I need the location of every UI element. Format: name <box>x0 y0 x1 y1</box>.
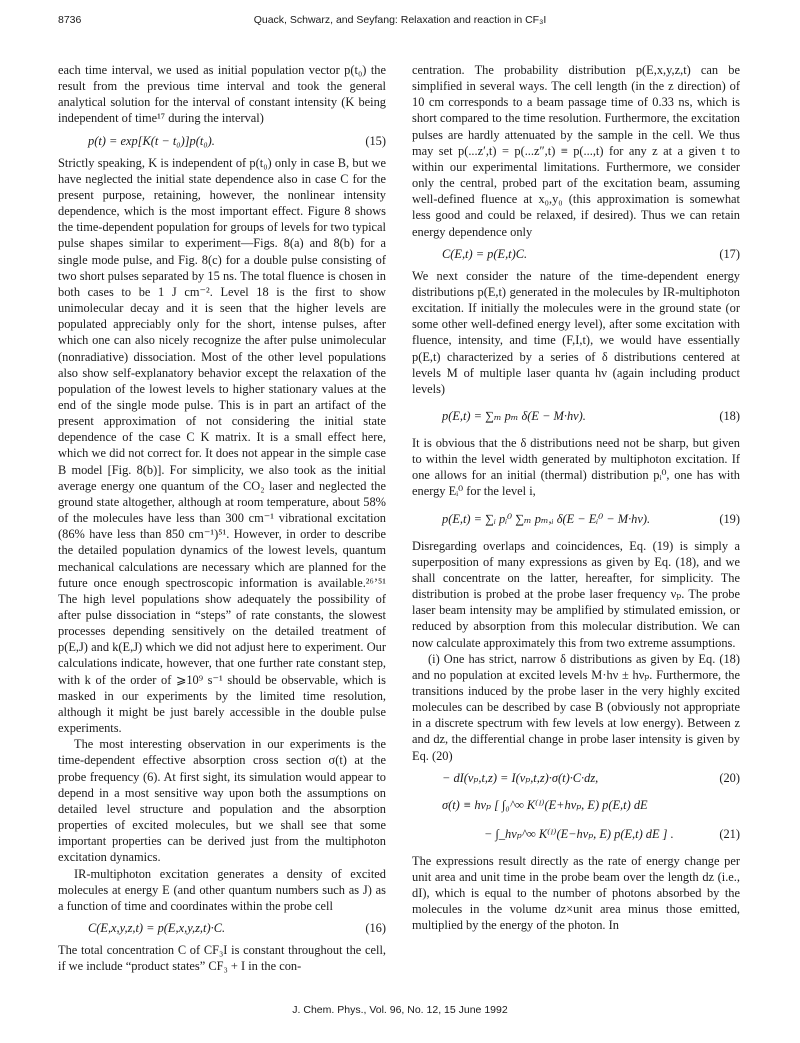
equation-number: (17) <box>719 246 740 261</box>
equation-number: (15) <box>365 133 386 148</box>
paragraph: each time interval, we used as initial population vector p(t₀) the result from the previous time interval and took the general analytical solution for the interval of constant intensity (K being independent of time¹⁷ during the interval) <box>58 63 386 126</box>
paragraph: The expressions result directly as the rate of energy change per unit area and unit time in the probe beam over the length dz (i.e., dI), which is equal to the number of photons absorbed by the molecules in the volume dz×unit area minus those emitted, multiplied by the energy of the photon. In <box>412 853 740 933</box>
equation-17 <box>412 243 740 265</box>
paragraph: It is obvious that the δ distributions need not be sharp, but given to within the level width generated by multiphoton excitation. If one allows for an initial (thermal) distribution pᵢ⁰, one has with energy Eᵢ⁰ for the level i, <box>412 435 740 499</box>
page-number: 8736 <box>58 14 82 26</box>
paragraph: centration. The probability distribution p(E,x,y,z,t) can be simplified in several ways. The cell length (in the z direction) of 10 cm corresponds to a beam passage time of 0.33 ns, which is short compared to the time resolution. Furthermore, the excitation pulses are hardly attenuated by the sample in the cell. We thus may set p(...z′,t) = p(...z″,t) ≡ p(...,t) for any z at a given t to within our experimental limitations. Furthermore, we consider only the central, probed part of the excitation beam, assuming well-defined fluence at x₀,y₀ (this approximation is somewhat less good and could be relaxed, if desired). Thus we can retain energy dependence only <box>412 63 740 239</box>
paragraph: (i) One has strict, narrow δ distributions as given by Eq. (18) and no population at excited levels M·hν ± hνₚ. Furthermore, the transitions induced by the probe laser in the very highly excited molecules can be described by case B (obviously not appropriate in a discrete spectrum with few levels at low energy). Between z and dz, the differential change in probe laser intensity is given by Eq. (20) <box>412 651 740 763</box>
equation-body: − dI(νₚ,t,z) = I(νₚ,t,z)·σ(t)·C·dz, <box>442 770 599 785</box>
equation-body: p(E,t) = ∑ₘ pₘ δ(E − M·hν). <box>442 408 586 423</box>
equation-18 <box>412 401 740 431</box>
paragraph: Strictly speaking, K is independent of p(t₀) only in case B, but we have neglected the initial state dependence also in case C for the present purpose, retaining, however, the nonlinear intensity dependence, which is the most important effect. Figure 8 shows the time-dependent population for groups of levels for two typical pulse shapes similar to experiment—Figs. 8(a) and 8(b) for a single mode pulse, and Fig. 8(c) for a double pulse consisting of two short pulses separated by 15 ns. The total fluence is chosen in both cases to be 1 J cm⁻². Level 18 is the first to show unimolecular decay and it is seen that the higher levels are populated appreciably only for the short, intense pulses, after which one can also nicely recognize the after pulse unimolecular (nonradiative) dissociation. Most of the other level populations also show self-explanatory behavior except the relaxation of the population of the lowest levels to higher stationary values at the end of the single mode pulse. This is in part an artifact of the present approximation of not considering the initial state dependence of the case C K matrix. It is a small effect here, which we did not correct for. It does not appear in the simple case B model [Fig. 8(b)]. For simplicity, we also took as the initial average energy one quantum of the CO₂ laser and neglected the ground state altogether, although at room temperature, about 58% of the molecules have less than 300 cm⁻¹ vibrational excitation (86% have less than 850 cm⁻¹)⁵¹. However, in order to describe the detailed population dynamics of the lowest levels, quantum mechanical calculations are necessary which are planned for the future once enough spectroscopic information is available.²⁶ʼ⁵¹ The high level populations show adequately the possibility of after pulse dissociation in “steps” of rate constants, the slowest processes depending sensitively on the detailed treatment of p(E,J) and k(E,J) which we did not adjust here to experiment. Our calculations indicate, however, that one further rate constant step, with k of the order of ⩾10⁹ s⁻¹ should be observable, which is masked in our experiments by the limited time resolution, although it might be just barely accessible in the double pulse experiments. <box>58 155 386 736</box>
equation-number: (20) <box>719 770 740 785</box>
equation-body: C(E,t) = p(E,t)C. <box>442 246 528 261</box>
equation-19 <box>412 504 740 534</box>
equation-body: − ∫_hνₚ^∞ K⁽ᴵ⁾(E−hνₚ, E) p(E,t) dE ] . <box>484 826 674 841</box>
running-title: Quack, Schwarz, and Seyfang: Relaxation and reaction in CF₃I <box>253 14 547 26</box>
equation-number: (21) <box>719 826 740 841</box>
equation-body: p(E,t) = ∑ᵢ pᵢ⁰ ∑ₘ pₘ,ᵢ δ(E − Eᵢ⁰ − M·hν). <box>442 511 651 526</box>
paragraph: Disregarding overlaps and coincidences, Eq. (19) is simply a superposition of many expressions as given by Eq. (18), and we shall concentrate on the latter, hereafter, for simplicity. The distribution is probed at the probe laser frequency νₚ. The probe laser beam intensity may be amplified by stimulated emission, or reduced by absorption from this molecular distribution. We can now calculate approximately this from two extreme assumptions. <box>412 538 740 650</box>
equation-21-line-2 <box>412 821 740 847</box>
equation-15 <box>58 130 386 152</box>
equation-body: σ(t) ≡ hνₚ [ ∫₀^∞ K⁽ᴵ⁾(E+hνₚ, E) p(E,t) dE <box>442 797 648 812</box>
equation-body: C(E,x,y,z,t) = p(E,x,y,z,t)·C. <box>88 920 226 935</box>
right-column <box>412 62 740 934</box>
equation-number: (19) <box>719 511 740 526</box>
journal-citation-footer: J. Chem. Phys., Vol. 96, No. 12, 15 June 1992 <box>292 1004 508 1016</box>
equation-number: (18) <box>719 408 740 423</box>
paragraph: IR-multiphoton excitation generates a density of excited molecules at energy E (and other quantum numbers such as J) as a function of time and coordinates within the probe cell <box>58 866 386 913</box>
left-column <box>58 62 386 974</box>
paragraph: We next consider the nature of the time-dependent energy distributions p(E,t) generated in the molecules by IR-multiphoton excitation. If initially the molecules were in the ground state (or some other well-defined energy level), after some excitation with fluence, intensity, and time (F,I,t), we would have essentially p(E,t) characterized by a series of δ distributions centered at levels M of multiple laser quanta hν (again including product levels) <box>412 268 740 396</box>
running-header <box>58 14 742 30</box>
paragraph: The total concentration C of CF₃I is constant throughout the cell, if we include “product states” CF₃ + I in the con- <box>58 942 386 974</box>
equation-number: (16) <box>365 920 386 935</box>
equation-16 <box>58 917 386 939</box>
equation-body: p(t) = exp[K(t − t₀)]p(t₀). <box>88 133 215 148</box>
paragraph: The most interesting observation in our experiments is the time-dependent effective absorption cross section σ(t) at the probe frequency (6). At first sight, its simulation would appear to depend in a most sensitive way upon both the assumptions on detailed level structure and population and the absorption properties of excited molecules, but we shall see that some important properties can be derived just from the multiphoton excitation dynamics. <box>58 737 386 865</box>
equation-20 <box>412 767 740 789</box>
equation-21-line-1 <box>412 792 740 818</box>
